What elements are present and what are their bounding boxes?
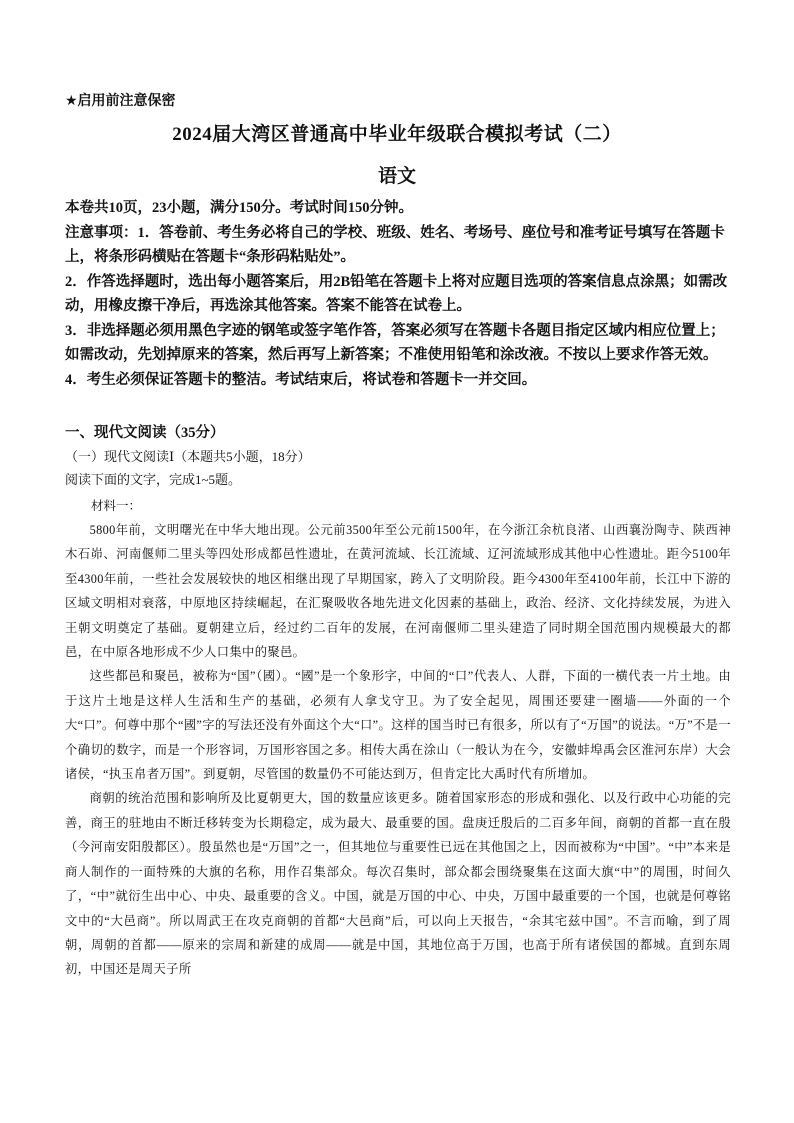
notice-item-2: 2．作答选择题时，选出每小题答案后，用2B铅笔在答题卡上将对应题目选项的答案信息点涂黑；如需改动，用橡皮擦干净后，再选涂其他答案。答案不能答在试卷上。 bbox=[65, 273, 728, 314]
notice-item-4: 4．考生必须保证答题卡的整洁。考试结束后，将试卷和答题卡一并交回。 bbox=[65, 371, 537, 388]
passage-paragraph: 这些都邑和聚邑，被称为“国”（國）。“國”是一个象形字，中间的“口”代表人、人群，下面的一横代表一片土地。由于这片土地是这样人生活和生产的基础，必须有人拿戈守卫。为了安全起见，周围还要建一圈墙——外面的一个大“口”。何尊中那个“國”字的写法还没有外面这个大“口”。这样的国当时已有很多，所以有了“万国”的说法。“万”不是一个确切的数字，而是一个形容词，万国形容国之多。相传大禹在涂山（一般认为在今，安徽蚌埠禹会区淮河东岸）大会诸侯，“执玉帛者万国”。到夏朝，尽管国的数量仍不可能达到万，但肯定比大禹时代有所增加。 bbox=[65, 669, 731, 782]
notice-summary: 本卷共10页，23小题，满分150分。考试时间150分钟。 bbox=[65, 200, 413, 216]
material-label: 材料一： bbox=[91, 499, 142, 513]
notice-item-3: 3．非选择题必须用黑色字迹的钢笔或签字笔作答，答案必须写在答题卡各题目指定区域内相应位置上；如需改动，先划掉原来的答案，然后再写上新答案；不准使用铅笔和涂改液。不按以上要求作答无效。 bbox=[65, 322, 725, 363]
passage-paragraph: 商朝的统治范围和影响所及比夏朝更大，国的数量应该更多。随着国家形态的形成和强化、以及行政中心功能的完善，商王的驻地由不断迁移转变为长期稳定，成为最大、最重要的国。盘庚迁殷后的二百多年间，商朝的首都一直在殷（今河南安阳殷都区）。殷虽然也是“万国”之一，但其地位与重要性已远在其他国之上，因而被称为“中国”。“中”本来是商人制作的一面特殊的大旗的名称，用作召集部众。每次召集时，部众都会围绕聚集在这面大旗“中”的周围，时间久了，“中”就衍生出中心、中央、最重要的含义。中国，就是万国的中心、中央，万国中最重要的一个国，也就是何尊铭文中的“大邑商”。所以周武王在攻克商朝的首都“大邑商”后，可以向上天报告，“余其宅兹中国”。不言而喻，到了周朝，周朝的首都——原来的宗周和新建的成周——就是中国，其地位高于万国，也高于所有诸侯国的都城。直到东周初，中国还是周天子所 bbox=[65, 791, 731, 977]
exam-title: 2024届大湾区普通高中毕业年级联合模拟考试（二） bbox=[172, 124, 622, 145]
reading-instruction: 阅读下面的文字，完成1~5题。 bbox=[65, 472, 242, 487]
notice-item-1: 注意事项：1．答卷前、考生务必将自己的学校、班级、姓名、考场号、座位号和准考证号填写在答题卡上，将条形码横贴在答题卡“条形码粘贴处”。 bbox=[65, 224, 725, 265]
subject-title: 语文 bbox=[377, 166, 416, 187]
confidential-mark: ★启用前注意保密 bbox=[65, 92, 176, 108]
exam-notice bbox=[65, 196, 730, 392]
passage-paragraph: 5800年前，文明曙光在中华大地出现。公元前3500年至公元前1500年，在今浙江余杭良渚、山西襄汾陶寺、陕西神木石峁、河南偃师二里头等四处形成都邑性遗址，在黄河流域、长江流域、辽河流域形成其他中心性遗址。距今5100年至4300年前，一些社会发展较快的地区相继出现了早期国家，跨入了文明阶段。距今4300年至4100年前，长江中下游的区域文明相对衰落，中原地区持续崛起，在汇聚吸收各地先进文化因素的基础上，政治、经济、文化持续发展，为进入王朝文明奠定了基础。夏朝建立后，经过约二百年的发展，在河南偃师二里头建造了同时期全国范围内规模最大的都邑，在中原各地形成不少人口集中的聚邑。 bbox=[65, 523, 731, 660]
subsection-heading: （一）现代文阅读Ⅰ（本题共5小题，18分） bbox=[65, 449, 311, 464]
section-heading: 一、现代文阅读（35分） bbox=[65, 425, 225, 441]
reading-passage bbox=[65, 518, 731, 982]
